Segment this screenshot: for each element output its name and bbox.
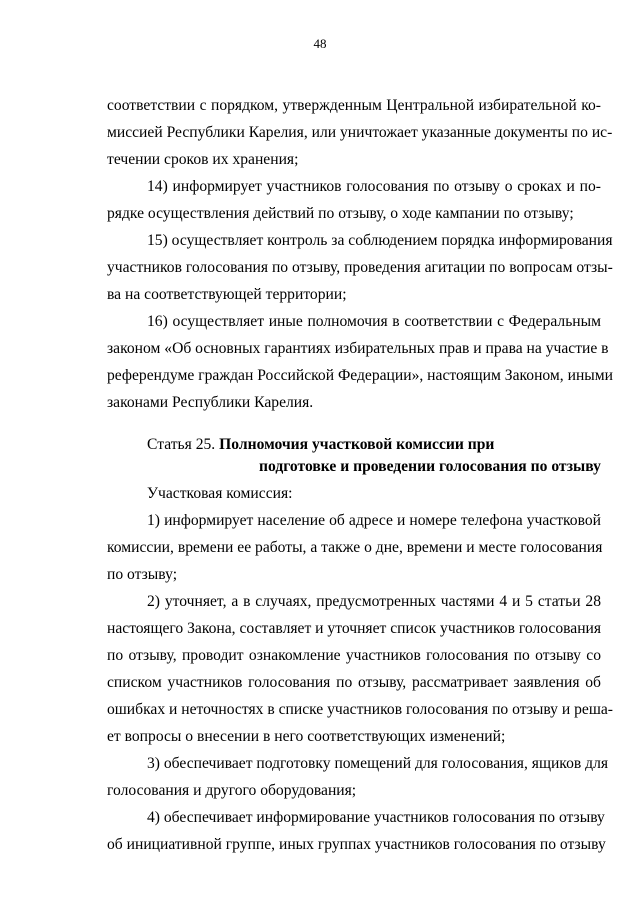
text-line: участников голосования по отзыву, проведения агитации по вопросам отзы- (107, 259, 613, 276)
text-line: по отзыву, проводит ознакомление участников голосования по отзыву со (107, 647, 601, 664)
text-line: миссией Республики Карелия, или уничтожает указанные документы по ис- (107, 124, 613, 141)
article-title-part-2: подготовке и проведении голосования по отзыву (259, 458, 601, 475)
text-line: рядке осуществления действий по отзыву, о ходе кампании по отзыву; (107, 205, 574, 222)
text-line: законами Республики Карелия. (107, 394, 314, 411)
article-title-part-1: Полномочия участковой комиссии при (219, 436, 495, 453)
text-line: об инициативной группе, иных группах участников голосования по отзыву (107, 836, 606, 853)
text-line: списком участников голосования по отзыву, рассматривает заявления об (107, 674, 601, 691)
text-line: 3) обеспечивает подготовку помещений для голосования, ящиков для (147, 755, 609, 772)
article-number: Статья 25. (147, 436, 216, 453)
text-line: 4) обеспечивает информирование участников голосования по отзыву (147, 809, 605, 826)
text-line: референдуме граждан Российской Федерации», настоящим Законом, иными (107, 367, 613, 384)
text-line: голосования и другого оборудования; (107, 782, 357, 799)
text-line: 15) осуществляет контроль за соблюдением порядка информирования (147, 232, 613, 249)
text-line: Участковая комиссия: (147, 485, 293, 502)
text-line: ошибках и неточностях в списке участников голосования по отзыву и реша- (107, 701, 613, 718)
page-number: 48 (313, 36, 327, 51)
article-heading (107, 434, 601, 478)
text-line: 16) осуществляет иные полномочия в соответствии с Федеральным (147, 313, 601, 330)
text-line: настоящего Закона, составляет и уточняет список участников голосования (107, 620, 602, 637)
text-line: комиссии, времени ее работы, а также о дне, времени и месте голосования (107, 539, 603, 556)
text-line: 2) уточняет, а в случаях, предусмотренных частями 4 и 5 статьи 28 (147, 593, 601, 610)
text-line: по отзыву; (107, 566, 178, 583)
text-line: 1) информирует население об адресе и номере телефона участковой (147, 512, 601, 529)
text-line: законом «Об основных гарантиях избирательных прав и права на участие в (107, 340, 609, 357)
text-line: 14) информирует участников голосования по отзыву о сроках и по- (147, 178, 601, 195)
text-block-top (107, 92, 613, 416)
text-line: течении сроков их хранения; (107, 151, 299, 168)
text-line: соответствии с порядком, утвержденным Центральной избирательной ко- (107, 97, 601, 114)
text-line: ва на соответствующей территории; (107, 286, 347, 303)
text-line: ет вопросы о внесении в него соответствующих изменений; (107, 728, 506, 745)
text-block-bottom (107, 480, 613, 858)
document-body (107, 92, 613, 858)
article-heading-line-1 (107, 434, 601, 456)
